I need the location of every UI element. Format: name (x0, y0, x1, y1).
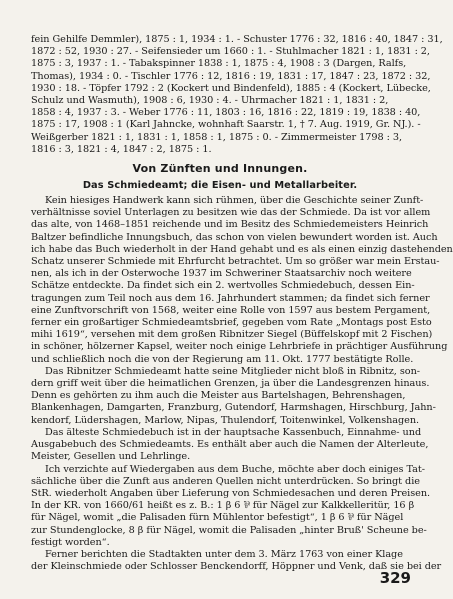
text-line: Schulz und Wasmuth), 1908 : 6, 1930 : 4. - Uhrmacher 1821 : 1, 1831 : 2, (31, 95, 389, 107)
text-line: 1875 : 3, 1937 : 1. - Tabakspinner 1838 : 1, 1875 : 4, 1908 : 3 (Dargen, Ralfs, (31, 58, 407, 70)
top-text-block (31, 34, 443, 156)
text-line: der Kleinschmiede oder Schlosser Benckendorff, Höppner und Venk, daß sie bei der (31, 561, 442, 573)
text-line: das alte, von 1468–1851 reichende und im Besitz des Schmiedemeisters Heinrich (31, 219, 429, 231)
text-line: 1872 : 52, 1930 : 27. - Seifensieder um 1660 : 1. - Stuhlmacher 1821 : 1, 1831 : 2, (31, 46, 430, 58)
text-line: 1875 : 17, 1908 : 1 (Karl Jahncke, wohnhaft Saarstr. 1, † 7. Aug. 1919, Gr. NJ.). - (31, 119, 421, 131)
text-line: nen, als ich in der Osterwoche 1937 im Schweriner Staatsarchiv noch weitere (31, 268, 412, 280)
paragraph-1 (31, 195, 453, 366)
text-line: Meister, Gesellen und Lehrlinge. (31, 451, 191, 463)
text-line: Denn es gehörten zu ihm auch die Meister aus Bartelshagen, Behrenshagen, (31, 390, 406, 402)
text-line: ich habe das Buch wiederholt in der Hand gehabt und es als einen einzig dastehenden (31, 243, 453, 255)
text-line: Blankenhagen, Damgarten, Franzburg, Gutendorf, Harmshagen, Hirschburg, Jahn- (31, 402, 436, 414)
text-line: 1858 : 4, 1937 : 3. - Weber 1776 : 11, 1803 : 16, 1816 : 22, 1819 : 19, 1838 : 40, (31, 107, 421, 119)
text-line: Schätze entdeckte. Da findet sich ein 2. wertvolles Schmiedebuch, dessen Ein- (31, 280, 415, 292)
document-page (31, 34, 453, 589)
text-line: In der KR. von 1660/61 heißt es z. B.: 1 β 6 ⅌ für Nägel zur Kalkkelleritür, 16 β (31, 500, 415, 512)
text-line: Ausgabebuch des Schmiedeamts. Es enthält aber auch die Namen der Alterleute, (31, 439, 429, 451)
text-line: Kein hiesiges Handwerk kann sich rühmen, über die Geschichte seiner Zunft- (45, 195, 424, 207)
text-line: festigt worden“. (31, 536, 110, 548)
text-line: in schöner, hölzerner Kapsel, weiter noch einige Lehrbriefe in prächtiger Ausführung (31, 341, 448, 353)
text-line: mihi 1619“, versehen mit dem großen Ribnitzer Siegel (Büffelskopf mit 2 Fischen) (31, 329, 433, 341)
text-line: Weißgerber 1821 : 1, 1831 : 1, 1858 : 1, 1875 : 0. - Zimmermeister 1798 : 3, (31, 131, 403, 143)
paragraph-4 (31, 548, 442, 573)
page-number: 329 (379, 569, 411, 587)
paragraph-2 (31, 365, 436, 464)
text-line: Ferner berichten die Stadtakten unter dem 3. März 1763 von einer Klage (45, 548, 403, 560)
text-line: Das älteste Schmiedebuch ist in der hauptsache Kassenbuch, Einnahme- und (45, 426, 422, 438)
text-line: StR. wiederholt Angaben über Lieferung von Schmiedesachen und deren Preisen. (31, 487, 431, 499)
text-line: Schatz unserer Schmiede mit Ehrfurcht betrachtet. Um so größer war mein Erstau- (31, 256, 440, 268)
section-title: Von Zünften und Innungen. (132, 162, 308, 176)
text-line: verhältnisse soviel Unterlagen zu besitzen wie das der Schmiede. Da ist vor allem (31, 207, 431, 219)
text-line: tragungen zum Teil noch aus dem 16. Jahrhundert stammen; da findet sich ferner (31, 292, 430, 304)
text-line: fein Gehilfe Demmler), 1875 : 1, 1934 : 1. - Schuster 1776 : 32, 1816 : 40, 1847 : 31, (31, 34, 443, 45)
text-line: sächliche über die Zunft aus anderen Quellen nicht unterdrücken. So bringt die (31, 475, 420, 487)
text-line: Thomas), 1934 : 0. - Tischler 1776 : 12, 1816 : 19, 1831 : 17, 1847 : 23, 1872 : 32, (31, 70, 431, 82)
paragraph-3 (31, 463, 431, 549)
text-line: dern griff weit über die heimatlichen Grenzen, ja über die Landesgrenzen hinaus. (31, 378, 430, 390)
text-line: 1930 : 18. - Töpfer 1792 : 2 (Kockert und Bindenfeld), 1885 : 4 (Kockert, Lübecke, (31, 82, 431, 94)
text-line: für Nägel, womit „die Palisaden fürn Mühlentor befestigt“, 1 β 6 ⅌ für Nägel (31, 512, 404, 524)
text-line: Das Ribnitzer Schmiedeamt hatte seine Mitglieder nicht bloß in Ribnitz, son- (45, 365, 420, 377)
text-line: ferner ein großartiger Schmiedeamtsbrief, gegeben vom Rate „Montags post Esto (31, 317, 432, 329)
text-line: und schließlich noch die von der Regierung am 11. Okt. 1777 bestätigte Rolle. (31, 353, 414, 365)
text-line: Ich verzichte auf Wiedergaben aus dem Buche, möchte aber doch einiges Tat- (45, 463, 425, 475)
text-line: 1816 : 3, 1821 : 4, 1847 : 2, 1875 : 1. (31, 143, 212, 155)
text-line: Baltzer befindliche Innungsbuch, das schon von vielen bewundert worden ist. Auch (31, 231, 438, 243)
text-line: zur Stundenglocke, 8 β für Nägel, womit die Palisaden „hinter Bruß' Scheune be- (31, 524, 427, 536)
text-line: eine Zunftvorschrift von 1568, weiter eine Rolle von 1597 aus bestem Pergament, (31, 304, 431, 316)
text-line: kendorf, Lüdershagen, Marlow, Nipas, Thulendorf, Toitenwinkel, Volkenshagen. (31, 414, 420, 426)
subsection-title: Das Schmiedeamt; die Eisen- und Metallarbeiter. (82, 180, 358, 192)
